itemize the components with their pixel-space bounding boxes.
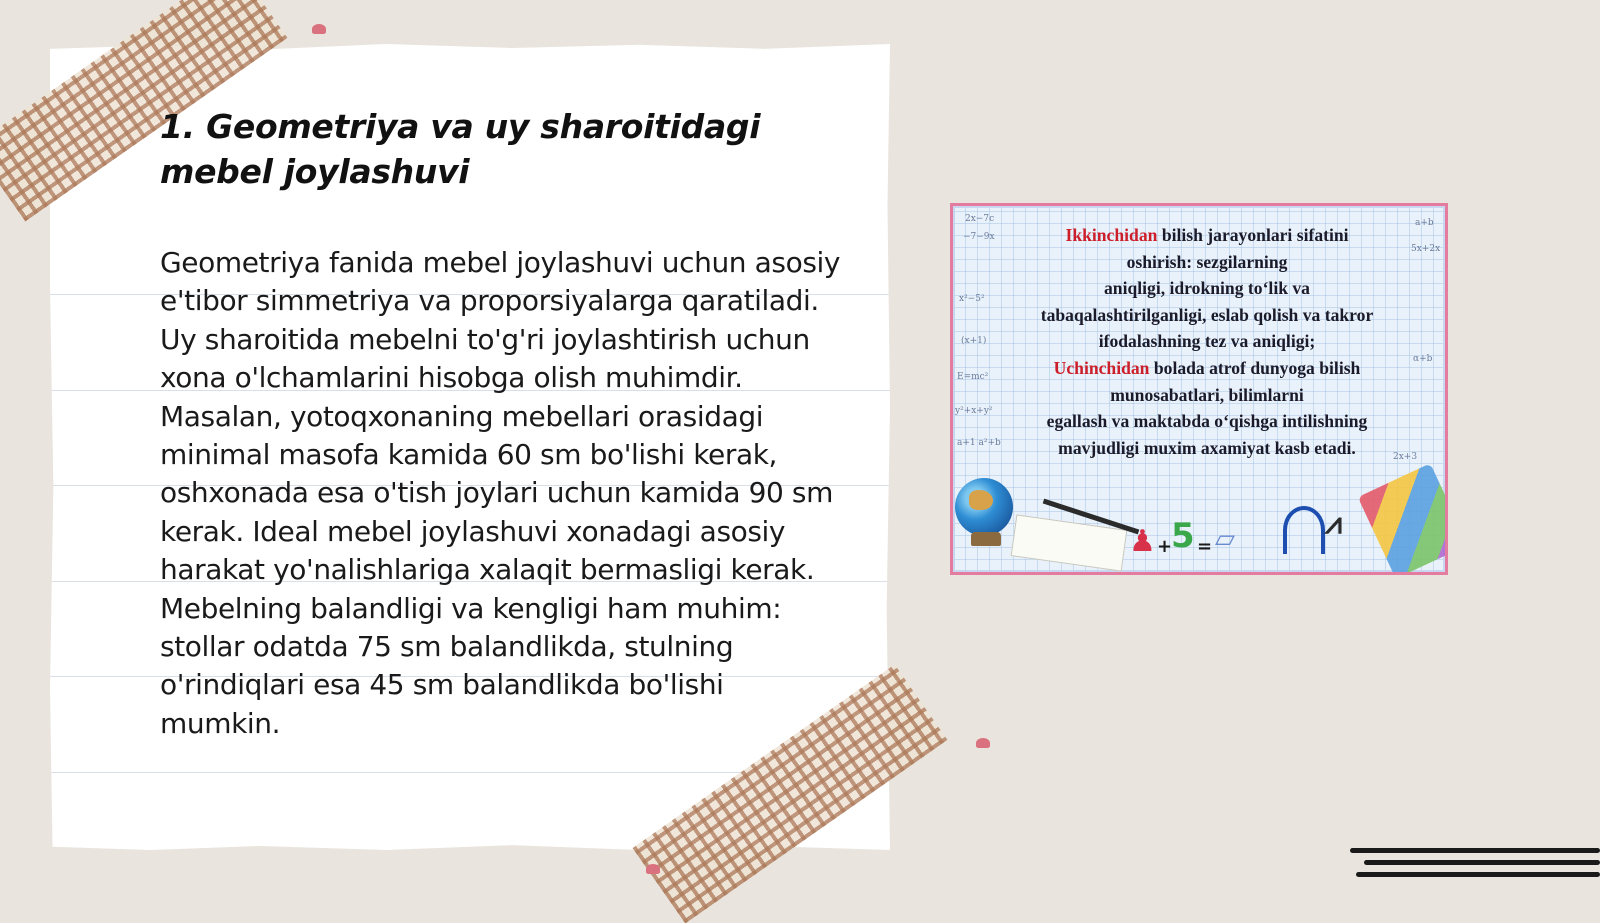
formula-doodle-icon: a+1 a²+b (957, 438, 1001, 448)
formula-doodle-icon: a+b (1415, 218, 1434, 228)
slide-title: 1. Geometriya va uy sharoitidagi mebel joylashuvi (160, 107, 761, 191)
illustration-image (950, 203, 1448, 575)
image-text-line: bilish jarayonlari sifatini (1157, 225, 1349, 245)
formula-doodle-icon: x²−5² (959, 294, 985, 304)
second-keyword: Uchinchidan (1053, 357, 1150, 378)
image-text-line: oshirish: sezgilarning (1126, 251, 1288, 272)
image-text-line: ifodalashning tez va aniqligi; (1098, 331, 1316, 352)
image-text-line: egallash va maktabda o‘qishga intilishning (1046, 411, 1368, 432)
stationery-pile-icon (1358, 463, 1448, 575)
compass-icon: ⩘ (1325, 506, 1342, 541)
brush-line (1350, 848, 1600, 853)
plus-sign-icon: + (1157, 536, 1173, 557)
tape-end-mark (976, 738, 990, 748)
globe-stand-icon (971, 532, 1001, 546)
brush-line (1356, 872, 1600, 877)
image-text-line: bolada atrof dunyoga bilish (1149, 357, 1361, 378)
open-book-icon: ▱ (1215, 524, 1235, 554)
formula-doodle-icon: 2x+3 (1393, 452, 1418, 462)
globe-icon (955, 478, 1013, 536)
slide-body-text: Geometriya fanida mebel joylashuvi uchun asosiy e'tibor simmetriya va proporsiyalarga qaratiladi. Uy sharoitida mebelni to'g'ri joylashtirish uchun xona o'lchamlarini hisobga olish muhimdir. Masalan, yotoqxonaning mebellari orasidagi minimal masofa kamida 60 sm bo'lishi kerak, oshxonada esa o'tish joylari uchun kamida 90 sm kerak. Ideal mebel joylashuvi xonadagi asosiy harakat yo'nalishlariga xalaqit bermasligi kerak. Mebelning balandligi va kengligi ham muhim: stollar odatda 75 sm balandlikda, stulning o'rindiqlari esa 45 sm balandlikda bo'lishi mumkin. (160, 246, 841, 740)
number-five-icon: 5 (1171, 516, 1195, 556)
protractor-icon (1283, 506, 1325, 554)
brush-line (1364, 860, 1600, 865)
first-keyword: Ikkinchidan (1065, 225, 1158, 245)
formula-doodle-icon: 5x+2x (1411, 244, 1441, 254)
number-figure-icon: ♟ (1129, 524, 1156, 559)
formula-doodle-icon: (x+1) (961, 336, 987, 346)
image-text-line: mavjudligi muxim axamiyat kasb etadi. (1058, 437, 1356, 458)
formula-doodle-icon: α+b (1413, 354, 1433, 364)
formula-doodle-icon: E=mc² (957, 372, 989, 382)
formula-doodle-icon: 2x−7c (965, 214, 995, 224)
tape-end-mark (646, 864, 660, 874)
formula-doodle-icon: y²+x+y² (955, 406, 993, 416)
formula-doodle-icon: −7−9x (963, 232, 995, 242)
illustration-text (997, 222, 1417, 461)
image-text-line: aniqligi, idrokning to‘lik va (1104, 278, 1310, 299)
equals-sign-icon: = (1197, 536, 1213, 557)
image-text-line: tabaqalashtirilganligi, eslab qolish va takror (1040, 304, 1374, 325)
tape-end-mark (312, 24, 326, 34)
image-text-line: munosabatlari, bilimlarni (1110, 384, 1304, 405)
decorative-lines (1350, 846, 1600, 886)
